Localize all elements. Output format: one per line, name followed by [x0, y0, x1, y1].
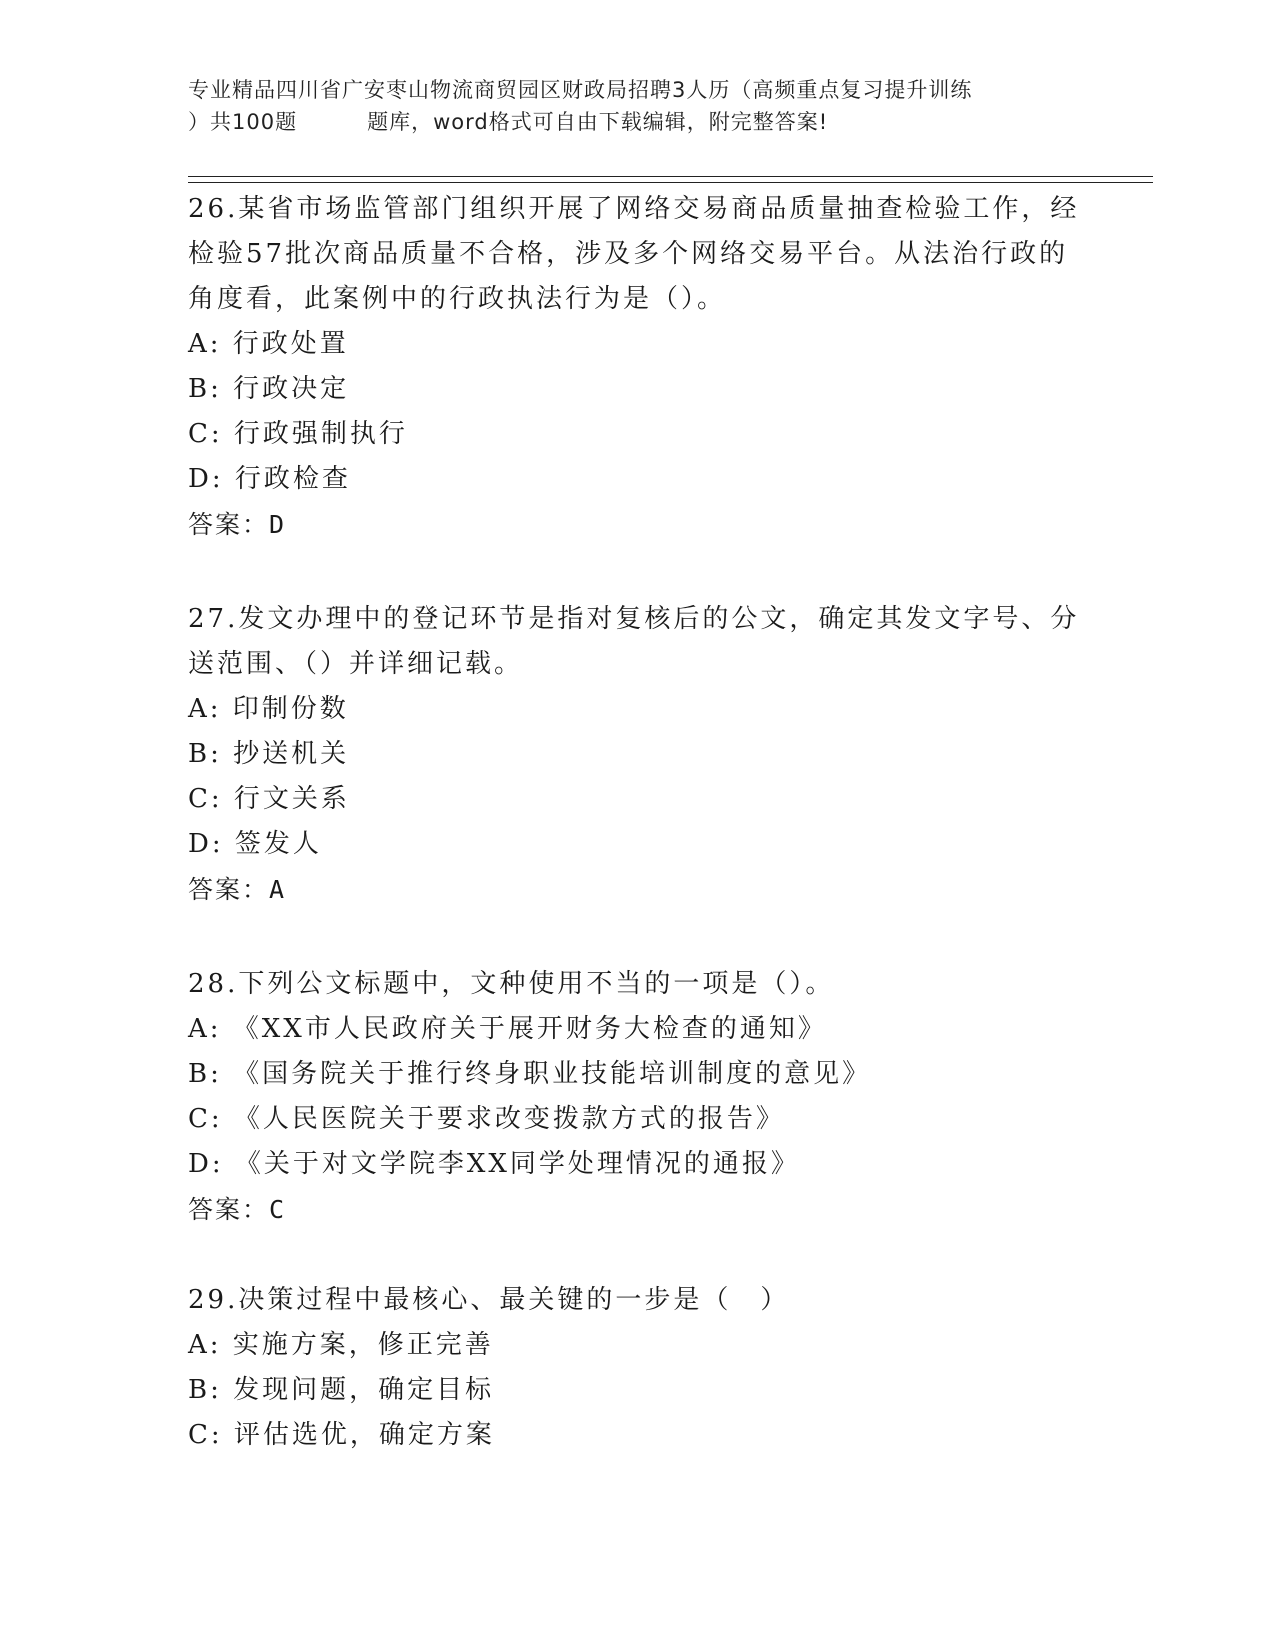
option-c: C: 《人民医院关于要求改变拨款方式的报告》	[188, 1104, 785, 1134]
header-title-line2	[188, 106, 1088, 138]
answer-line	[188, 1187, 1088, 1232]
option-b: B: 行政决定	[188, 374, 350, 404]
header-divider-top	[188, 176, 1153, 177]
answer-label: 答案：	[188, 510, 270, 539]
answer-line	[188, 867, 1088, 912]
answer-label: 答案：	[188, 1195, 270, 1224]
option-a: A: 《XX市人民政府关于展开财务大检查的通知》	[188, 1014, 827, 1044]
answer-label: 答案：	[188, 875, 270, 904]
answer-line	[188, 502, 1088, 547]
option-d: D: 签发人	[188, 829, 322, 859]
answer-value: A	[269, 875, 287, 904]
question-29	[188, 1278, 1088, 1458]
option-d: D: 《关于对文学院李XX同学处理情况的通报》	[188, 1149, 800, 1179]
question-stem: 26.某省市场监管部门组织开展了网络交易商品质量抽查检验工作，经检验57批次商品质量不合格，涉及多个网络交易平台。从法治行政的角度看，此案例中的行政执法行为是（）。	[188, 194, 1080, 314]
question-stem: 29.决策过程中最核心、最关键的一步是（ ）	[188, 1285, 790, 1315]
question-stem: 28.下列公文标题中，文种使用不当的一项是（）。	[188, 969, 835, 999]
question-26	[188, 187, 1088, 547]
option-b: B: 发现问题，确定目标	[188, 1375, 495, 1405]
answer-value: C	[269, 1195, 287, 1224]
option-c: C: 评估选优，确定方案	[188, 1420, 495, 1450]
option-a: A: 实施方案，修正完善	[188, 1330, 494, 1360]
header-title-line1: 专业精品四川省广安枣山物流商贸园区财政局招聘3人历（高频重点复习提升训练	[188, 78, 973, 102]
question-28	[188, 962, 1088, 1232]
option-b: B: 抄送机关	[188, 739, 350, 769]
option-c: C: 行文关系	[188, 784, 350, 814]
option-b: B: 《国务院关于推行终身职业技能培训制度的意见》	[188, 1059, 872, 1089]
header-title-line2-end: 题库，word格式可自由下载编辑，附完整答案!	[367, 110, 829, 134]
header-title-line2-start: ）共100题	[188, 110, 298, 134]
answer-value: D	[269, 510, 287, 539]
option-a: A: 印制份数	[188, 694, 349, 724]
header-divider-bottom	[188, 182, 1153, 183]
document-header	[188, 74, 1088, 138]
option-c: C: 行政强制执行	[188, 419, 408, 449]
option-d: D: 行政检查	[188, 464, 351, 494]
question-stem: 27.发文办理中的登记环节是指对复核后的公文，确定其发文字号、分送范围、（）并详细记载。	[188, 604, 1080, 679]
option-a: A: 行政处置	[188, 329, 349, 359]
question-27	[188, 597, 1088, 912]
